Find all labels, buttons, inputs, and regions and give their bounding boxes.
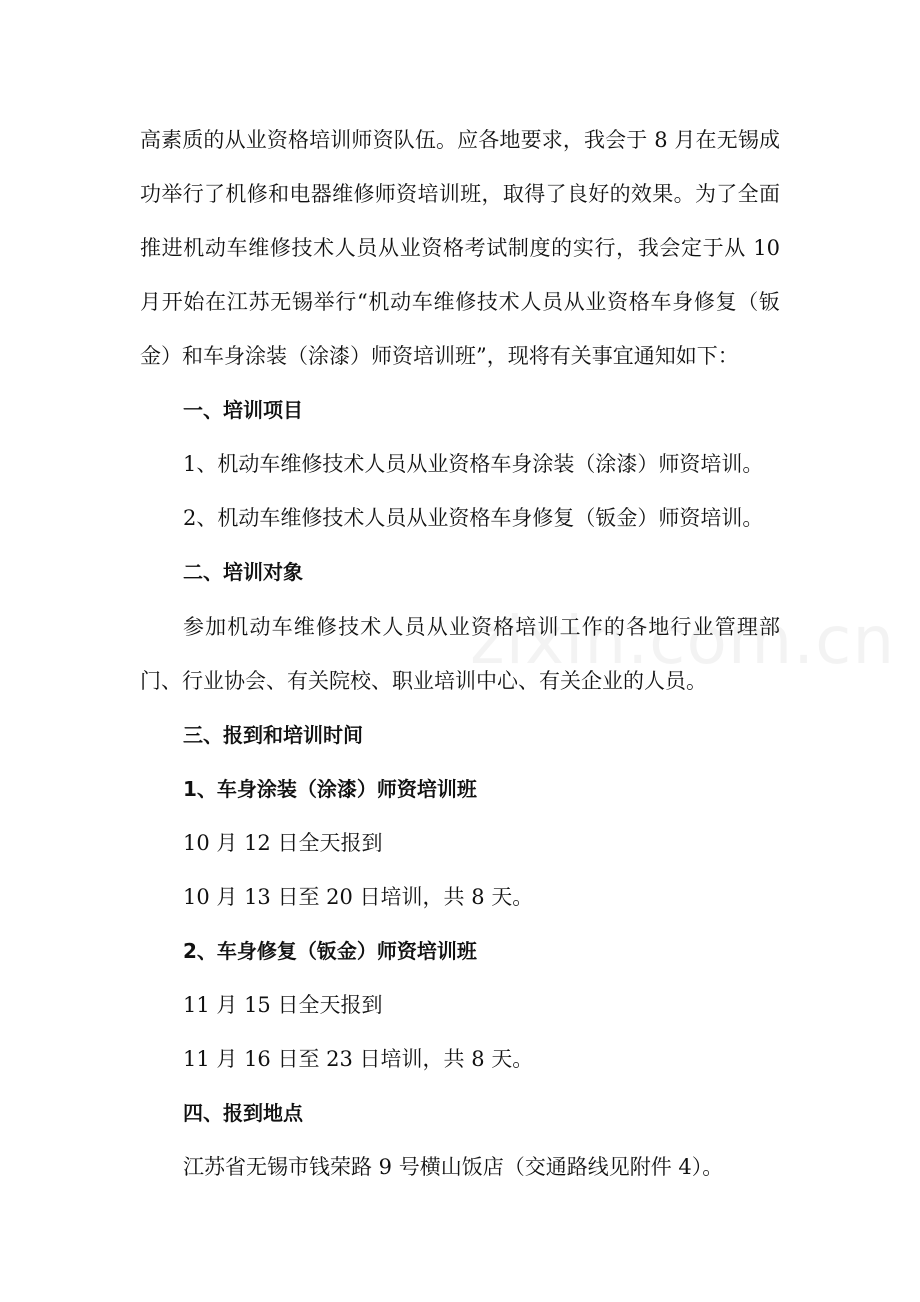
painting-training-dates: 10 月 13 日至 20 日培训，共 8 天。 <box>183 885 534 909</box>
intro-line-1: 高素质的从业资格培训师资队伍。应各地要求，我会于 8 月在无锡成 <box>140 128 780 152</box>
section-heading-trainees: 二、培训对象 <box>183 560 303 584</box>
section-heading-schedule: 三、报到和培训时间 <box>183 723 363 747</box>
class-title-sheet-metal: 2、车身修复（钣金）师资培训班 <box>183 939 477 963</box>
training-item-sheet-metal: 2、机动车维修技术人员从业资格车身修复（钣金）师资培训。 <box>183 506 764 530</box>
trainees-line-1: 参加机动车维修技术人员从业资格培训工作的各地行业管理部 <box>183 615 780 639</box>
class-title-painting: 1、车身涂装（涂漆）师资培训班 <box>183 777 477 801</box>
sheet-metal-training-dates: 11 月 16 日至 23 日培训，共 8 天。 <box>183 1047 534 1071</box>
section-heading-training-items: 一、培训项目 <box>183 398 303 422</box>
section-heading-location: 四、报到地点 <box>183 1101 303 1125</box>
painting-register-date: 10 月 12 日全天报到 <box>183 831 383 855</box>
intro-line-4: 月开始在江苏无锡举行“机动车维修技术人员从业资格车身修复（钣 <box>140 290 780 314</box>
sheet-metal-register-date: 11 月 15 日全天报到 <box>183 993 383 1017</box>
intro-line-2: 功举行了机修和电器维修师资培训班，取得了良好的效果。为了全面 <box>140 182 780 206</box>
intro-line-3: 推进机动车维修技术人员从业资格考试制度的实行，我会定于从 10 <box>140 236 780 260</box>
trainees-line-2: 门、行业协会、有关院校、职业培训中心、有关企业的人员。 <box>140 669 707 693</box>
intro-line-5: 金）和车身涂装（涂漆）师资培训班”，现将有关事宜通知如下： <box>140 344 739 368</box>
training-item-painting: 1、机动车维修技术人员从业资格车身涂装（涂漆）师资培训。 <box>183 452 764 476</box>
location-address: 江苏省无锡市钱荣路 9 号横山饭店（交通路线见附件 4）。 <box>183 1155 724 1179</box>
